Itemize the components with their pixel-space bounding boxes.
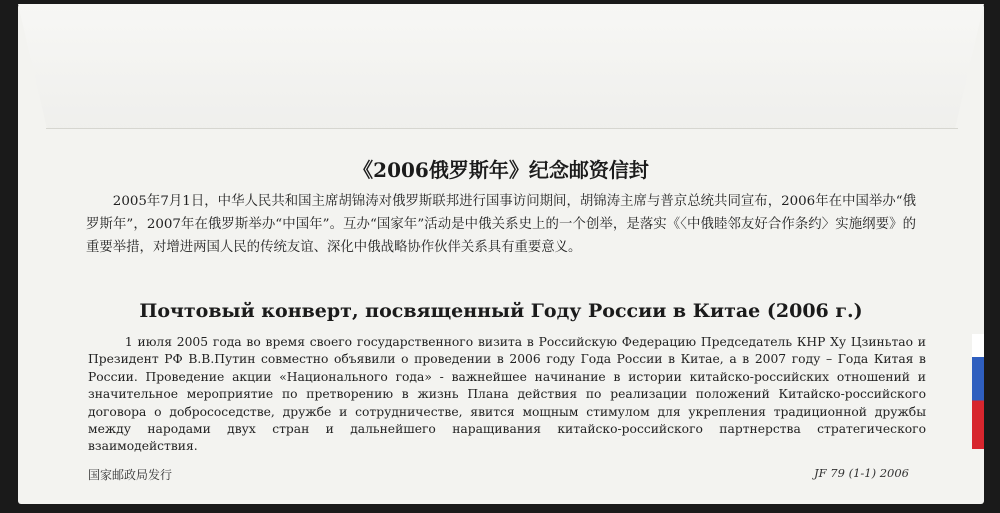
flap-seam bbox=[46, 128, 958, 129]
russian-title: Почтовый конверт, посвященный Году России в Китае (2006 г.) bbox=[139, 300, 863, 322]
publisher-label: 国家邮政局发行 bbox=[88, 468, 173, 482]
chinese-description: 2005年7月1日，中华人民共和国主席胡锦涛对俄罗斯联邦进行国事访问期间，胡锦涛主席与普京总统共同宣布，2006年在中国举办“俄罗斯年”，2007年在俄罗斯举办“中国年”。互办“国家年”活动是中俄关系史上的一个创举，是落实《〈中俄睦邻友好合作条约〉实施纲要》的重要举措，对增进两国人民的传统友谊、深化中俄战略协作伙伴关系具有重要意义。 bbox=[86, 194, 916, 255]
russian-flag-edge bbox=[972, 334, 984, 449]
russian-description: 1 июля 2005 года во время своего государственного визита в Российскую Федерацию Председатель КНР Ху Цзиньтао и Президент РФ В.В.Путин совместно объявили о проведении в 2006 году Года России в Китае, а в 2007 году – Года Китая в России. Проведение акции «Национального года» - важнейшее начинание в истории китайско-российских отношений и значительное мероприятие по претворению в жизнь Плана действия по реализации положений Китайско-российского договора о добрососедстве, дружбе и сотрудничестве, явится мощным стимулом для укрепления традиционной дружбы между народами двух стран и дальнейшего наращивания китайско-российского партнерства стратегического взаимодействия. bbox=[88, 335, 926, 454]
envelope-flap bbox=[18, 4, 984, 164]
issue-code: JF 79 (1-1) 2006 bbox=[814, 466, 909, 480]
chinese-title: 《2006俄罗斯年》纪念邮资信封 bbox=[353, 158, 649, 182]
envelope-back bbox=[18, 4, 984, 504]
